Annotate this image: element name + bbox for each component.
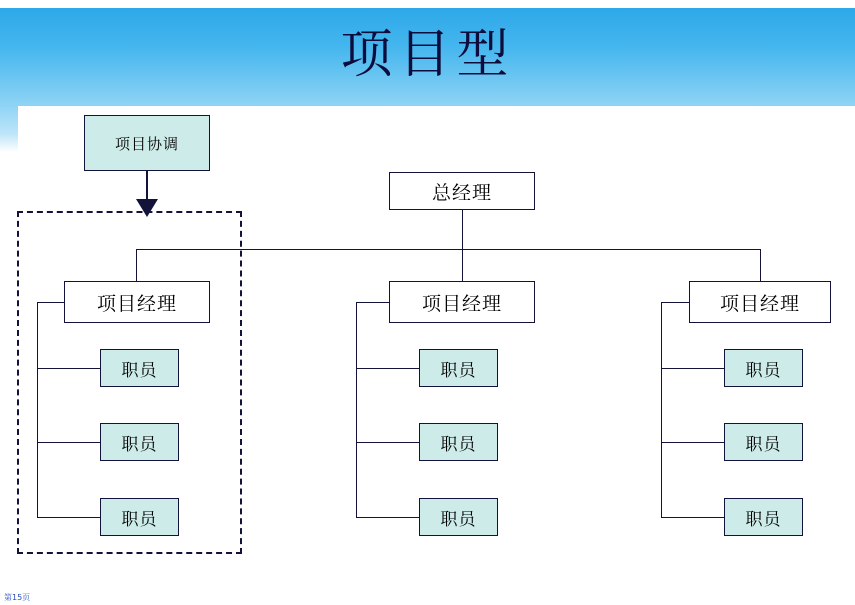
node-staff-3-2-label: 职员 — [745, 434, 782, 455]
distribution-bar — [136, 249, 760, 250]
node-staff-2-3[interactable] — [419, 498, 498, 536]
footnote: 第15页 — [4, 593, 31, 602]
node-staff-3-1[interactable] — [724, 349, 803, 387]
node-general-manager[interactable] — [389, 172, 535, 210]
branch-1-connector-2 — [37, 442, 101, 443]
branch-1-connector-1 — [37, 368, 101, 369]
node-staff-3-1-label: 职员 — [745, 360, 782, 381]
branch-drop-2 — [462, 249, 463, 281]
node-staff-2-2[interactable] — [419, 423, 498, 461]
branch-2-connector-2 — [356, 442, 420, 443]
node-staff-1-1[interactable] — [100, 349, 179, 387]
node-staff-2-3-label: 职员 — [440, 509, 477, 530]
node-general-manager-label: 总经理 — [431, 181, 492, 204]
branch-1-rail — [37, 302, 38, 518]
node-staff-3-3[interactable] — [724, 498, 803, 536]
node-coordinator-label: 项目协调 — [114, 134, 179, 153]
branch-3-rail-to-manager — [661, 302, 690, 303]
branch-3-connector-3 — [661, 517, 725, 518]
branch-2-rail — [356, 302, 357, 518]
coordinator-arrow-stem — [146, 171, 148, 202]
branch-3-connector-1 — [661, 368, 725, 369]
page-title: 项目型 — [340, 25, 515, 85]
node-staff-2-2-label: 职员 — [440, 434, 477, 455]
branch-drop-1 — [136, 249, 137, 281]
node-project-manager-2-label: 项目经理 — [421, 292, 502, 315]
node-project-manager-3[interactable] — [689, 281, 831, 323]
branch-3-rail — [661, 302, 662, 518]
org-chart-canvas — [0, 106, 855, 586]
branch-1-rail-to-manager — [37, 302, 65, 303]
node-staff-1-1-label: 职员 — [121, 360, 158, 381]
node-staff-3-2[interactable] — [724, 423, 803, 461]
branch-2-rail-to-manager — [356, 302, 390, 303]
node-staff-1-2-label: 职员 — [121, 434, 158, 455]
node-project-manager-1[interactable] — [64, 281, 210, 323]
branch-3-connector-2 — [661, 442, 725, 443]
coordinator-arrow-head — [136, 199, 158, 217]
node-staff-2-1-label: 职员 — [440, 360, 477, 381]
node-project-manager-2[interactable] — [389, 281, 535, 323]
node-staff-1-3-label: 职员 — [121, 509, 158, 530]
node-project-manager-1-label: 项目经理 — [96, 292, 177, 315]
title-banner — [0, 8, 855, 106]
root-stem — [462, 210, 463, 249]
node-staff-1-3[interactable] — [100, 498, 179, 536]
node-project-manager-3-label: 项目经理 — [719, 292, 800, 315]
node-coordinator[interactable] — [84, 115, 210, 171]
branch-1-connector-3 — [37, 517, 101, 518]
branch-2-connector-1 — [356, 368, 420, 369]
node-staff-1-2[interactable] — [100, 423, 179, 461]
node-staff-3-3-label: 职员 — [745, 509, 782, 530]
node-staff-2-1[interactable] — [419, 349, 498, 387]
footer-strip — [0, 587, 855, 605]
branch-drop-3 — [760, 249, 761, 281]
branch-2-connector-3 — [356, 517, 420, 518]
